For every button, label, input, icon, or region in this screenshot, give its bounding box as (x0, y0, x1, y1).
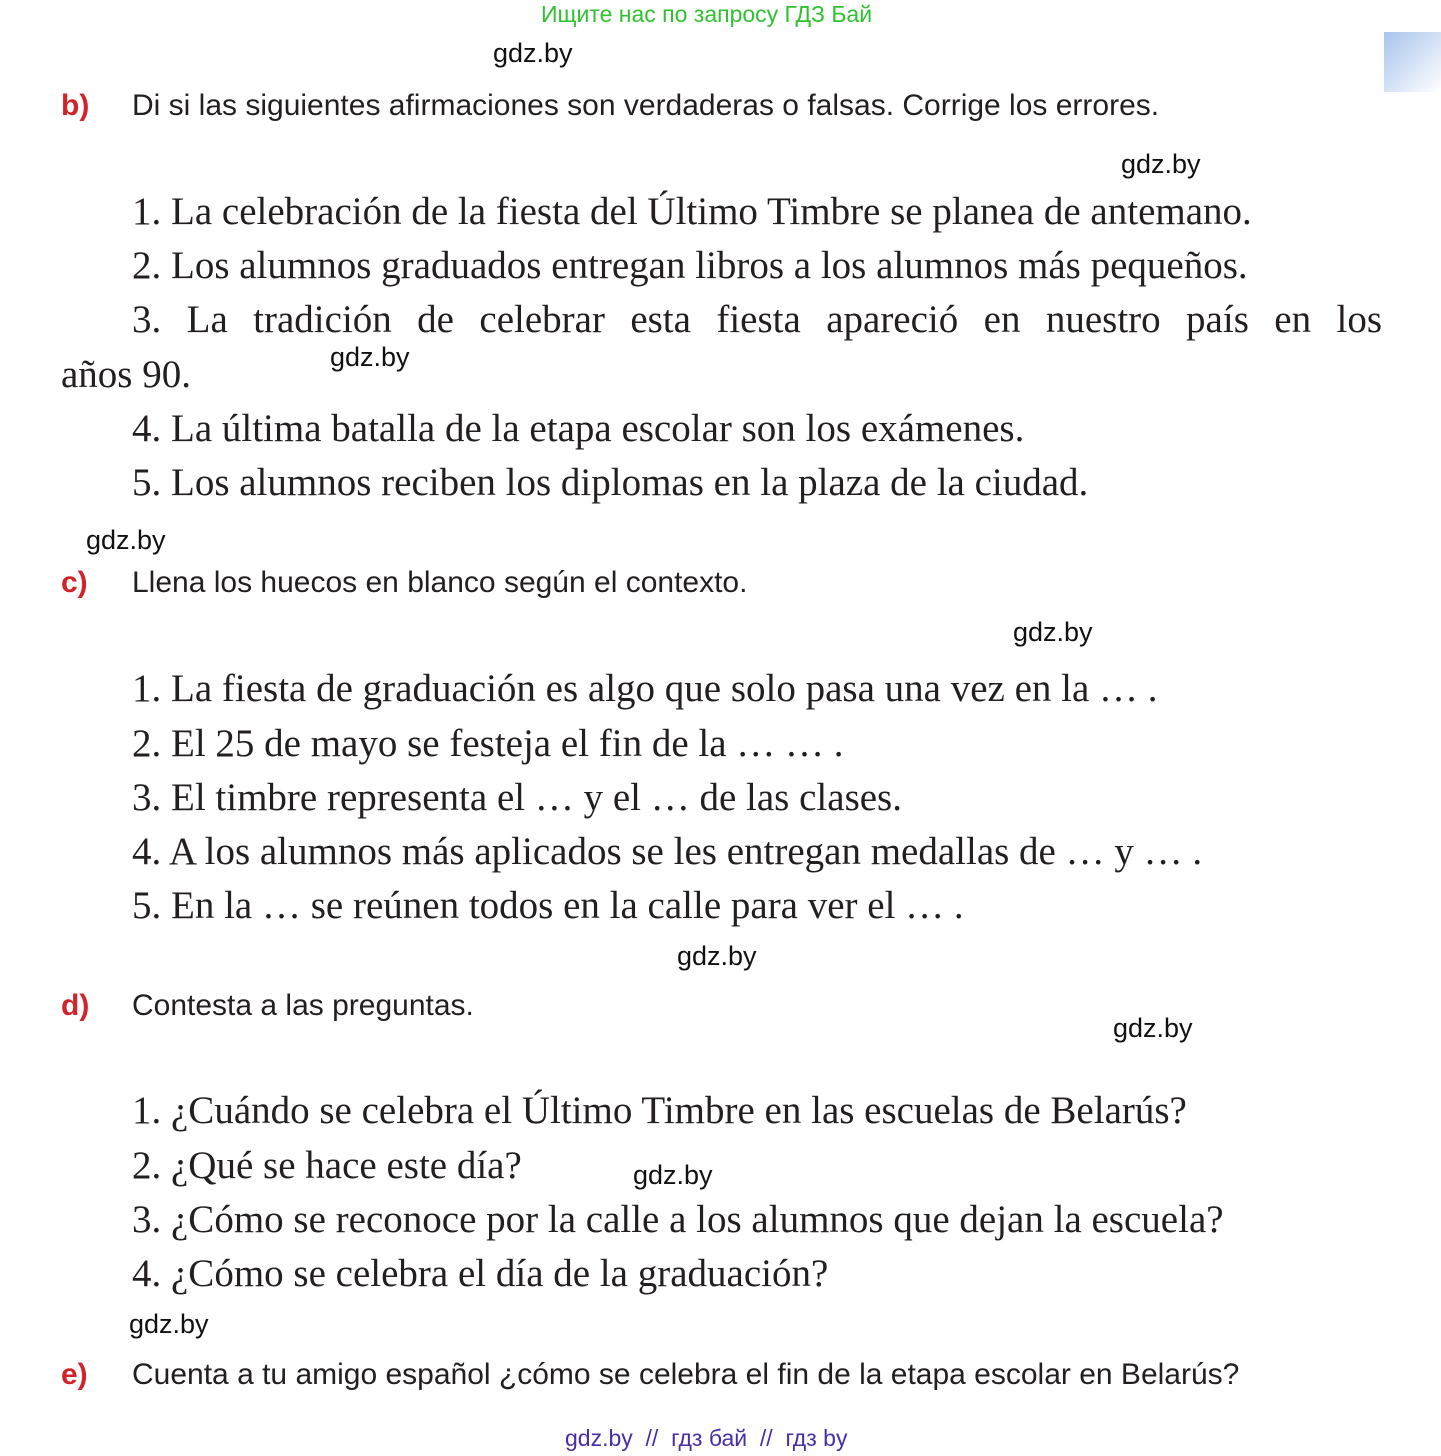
watermark: gdz.by (493, 38, 573, 68)
top-banner: Ищите нас по запросу ГДЗ Бай (541, 1, 873, 27)
watermark: gdz.by (1013, 617, 1093, 647)
section-b-instruction: Di si las siguientes afirmaciones son verdaderas o falsas. Corrige los errores. (132, 89, 1160, 122)
section-e-instruction: Cuenta a tu amigo español ¿cómo se celebra el fin de la etapa escolar en Belarús? (132, 1358, 1240, 1391)
section-c-letter: c) (61, 566, 88, 599)
section-d-item: 2. ¿Qué se hace este día? (132, 1144, 522, 1187)
watermark: gdz.by (1113, 1013, 1193, 1043)
section-b-item: 2. Los alumnos graduados entregan libros a los alumnos más pequeños. (132, 244, 1248, 287)
section-c-instruction: Llena los huecos en blanco según el contexto. (132, 566, 748, 599)
section-c-item: 3. El timbre representa el … y el … de las clases. (132, 776, 902, 819)
watermark: gdz.by (129, 1309, 209, 1339)
section-d-letter: d) (61, 989, 90, 1022)
section-d-item: 1. ¿Cuándo se celebra el Último Timbre en las escuelas de Belarús? (132, 1089, 1187, 1132)
footer-links: gdz.by // гдз бай // гдз by (565, 1425, 848, 1451)
watermark: gdz.by (677, 941, 757, 971)
section-c-item: 1. La fiesta de graduación es algo que solo pasa una vez en la … . (132, 667, 1158, 710)
section-b-item: 1. La celebración de la fiesta del Último Timbre se planea de antemano. (132, 190, 1252, 233)
section-b-item: 4. La última batalla de la etapa escolar son los exámenes. (132, 407, 1025, 450)
section-b-item: 5. Los alumnos reciben los diplomas en la plaza de la ciudad. (132, 461, 1089, 504)
section-e-letter: e) (61, 1358, 88, 1391)
section-d-item: 3. ¿Cómo se reconoce por la calle a los alumnos que dejan la escuela? (132, 1198, 1224, 1241)
section-d-instruction: Contesta a las preguntas. (132, 989, 474, 1022)
section-c-item: 4. A los alumnos más aplicados se les entregan medallas de … y … . (132, 830, 1203, 873)
corner-decoration (1384, 32, 1441, 92)
section-c-item: 2. El 25 de mayo se festeja el fin de la … … . (132, 722, 844, 765)
section-d-item: 4. ¿Cómo se celebra el día de la graduación? (132, 1252, 829, 1295)
section-b-item: 3. La tradición de celebrar esta fiesta apareció en nuestro país en los (132, 298, 1382, 341)
section-c-item: 5. En la … se reúnen todos en la calle para ver el … . (132, 884, 964, 927)
section-b-item-continuation: años 90. (61, 353, 191, 396)
section-b-letter: b) (61, 89, 90, 122)
watermark: gdz.by (86, 525, 166, 555)
watermark: gdz.by (633, 1160, 713, 1190)
watermark: gdz.by (1121, 149, 1201, 179)
watermark: gdz.by (330, 342, 410, 372)
